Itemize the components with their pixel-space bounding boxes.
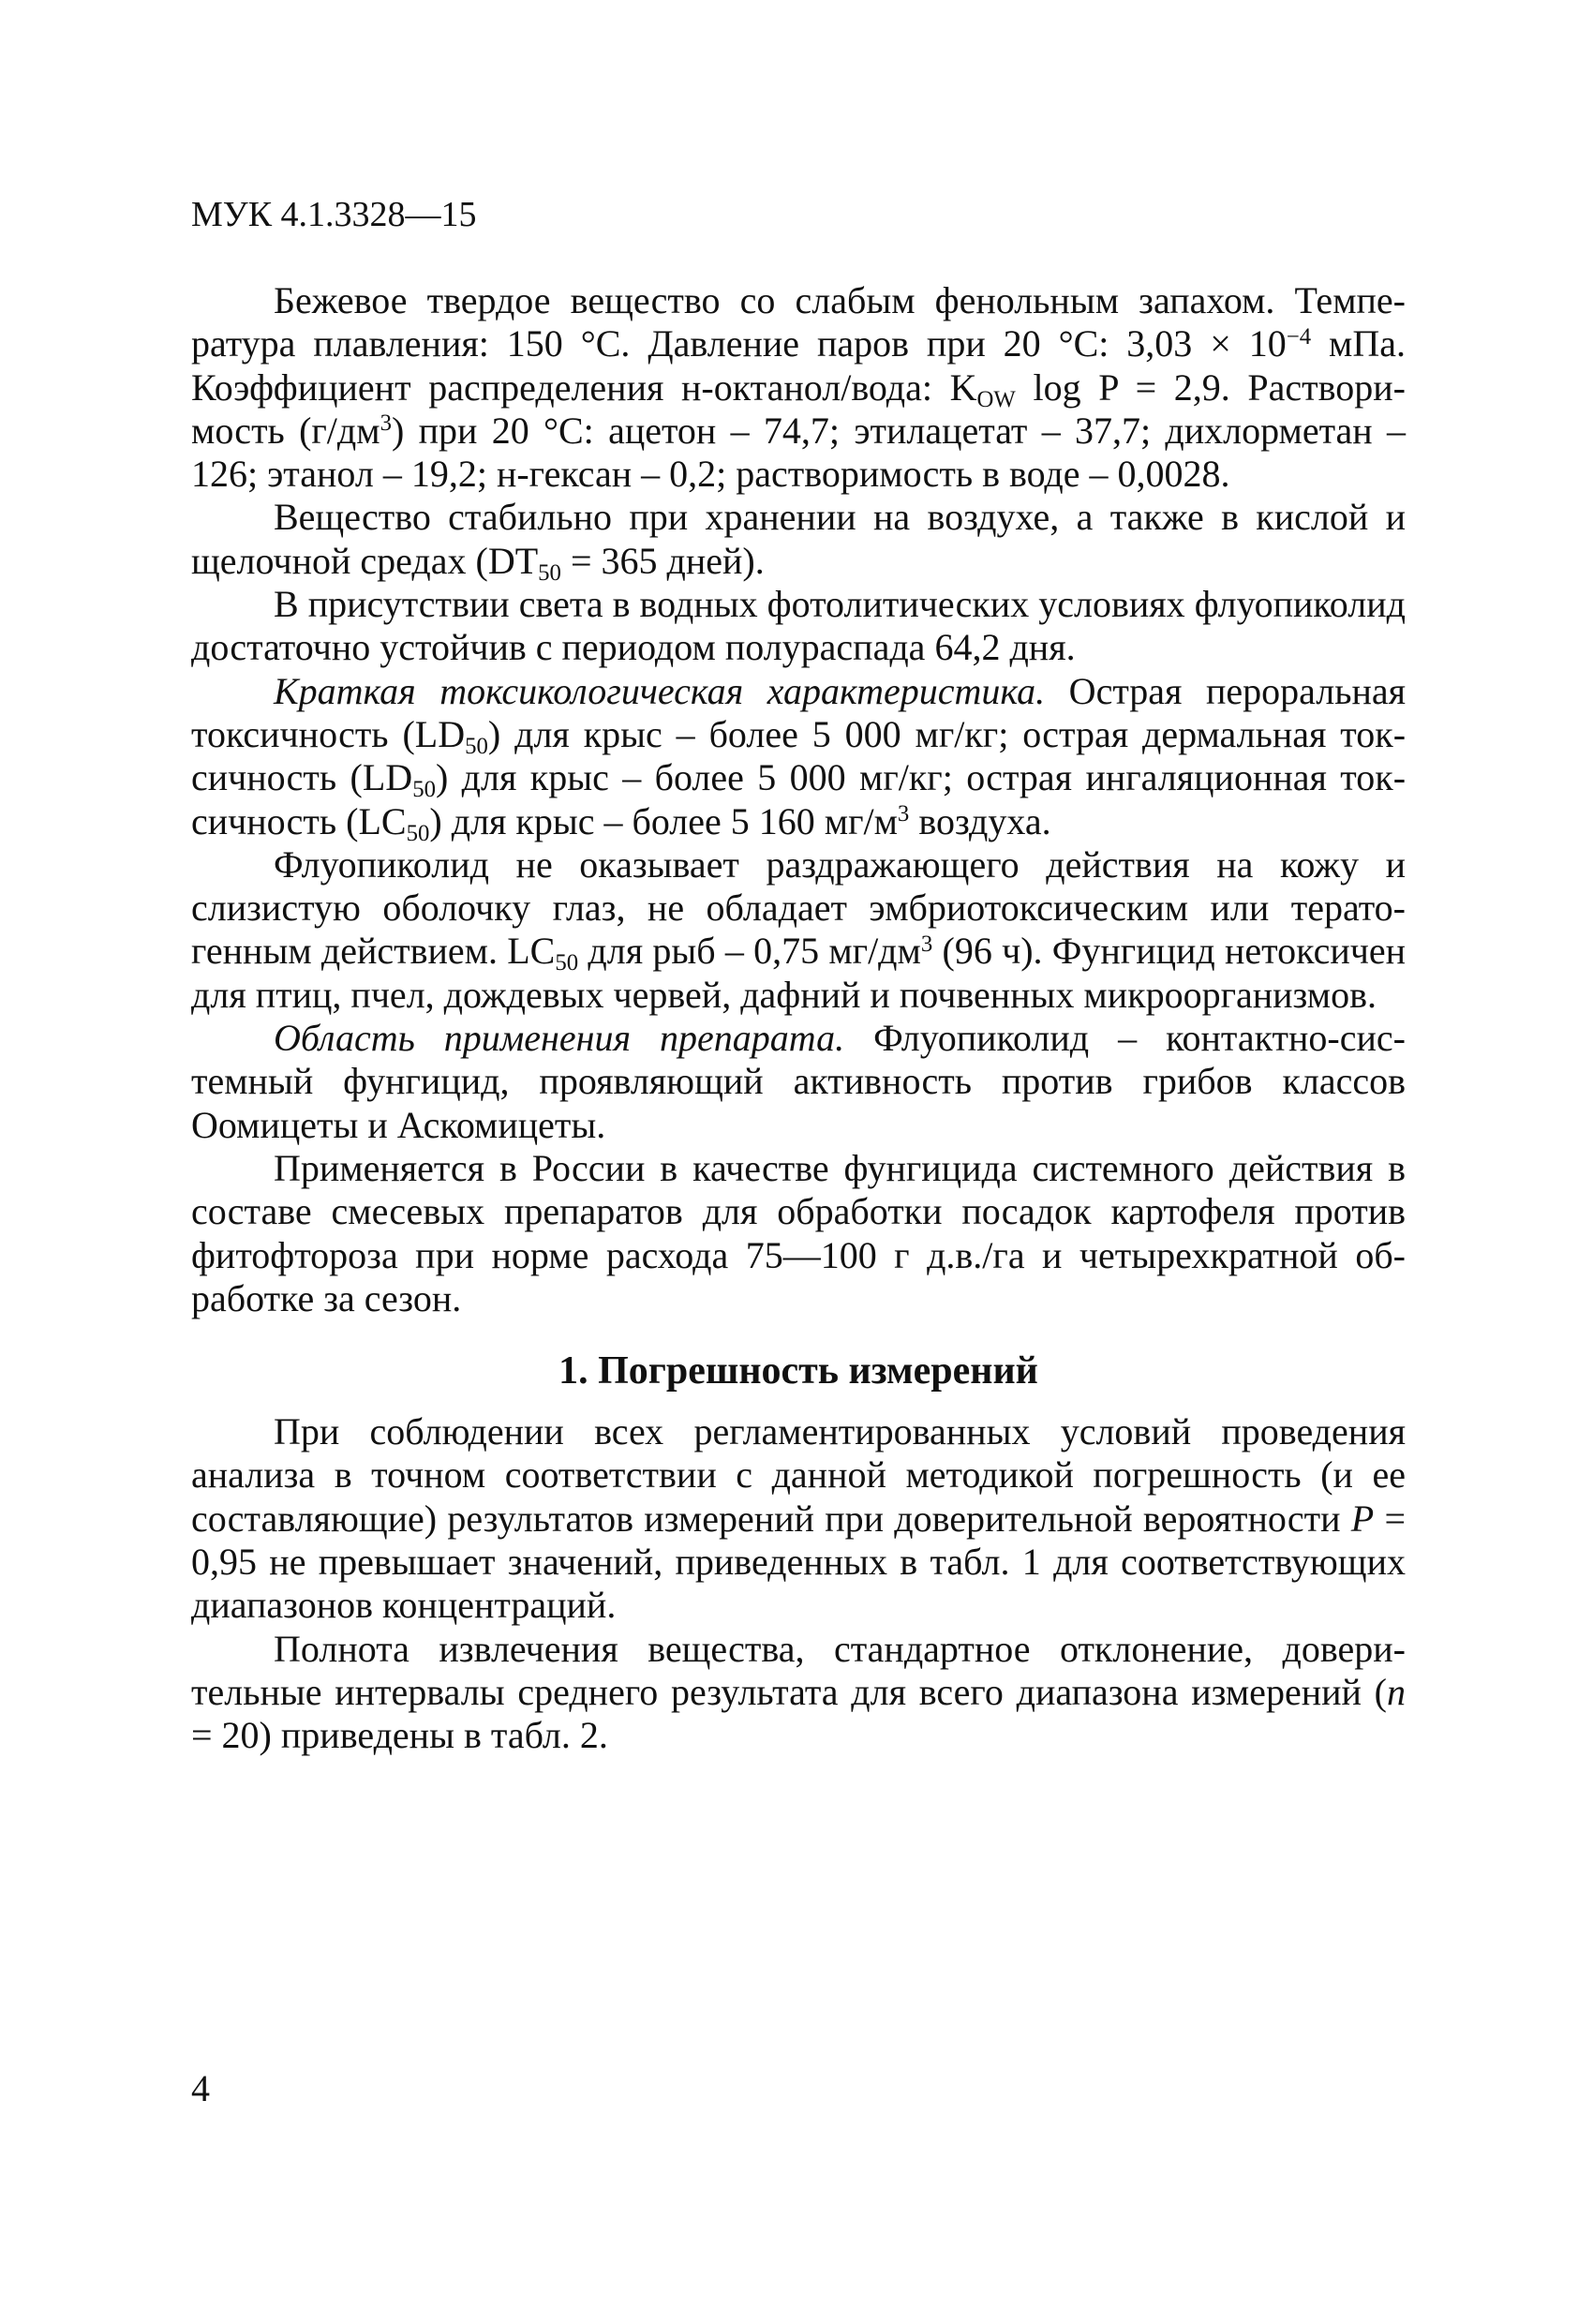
italic-lead: Область применения препарата. xyxy=(274,1017,845,1060)
italic-lead: Краткая токсикологическая характеристика. xyxy=(274,669,1046,712)
paragraph-photolysis: В присутствии света в водных фотолитических условиях флуопиколид достаточно устойчив с периодом полураспада 64,2 дня. xyxy=(191,583,1406,669)
section-heading: 1. Погрешность измерений xyxy=(558,1349,1038,1393)
subscript: 50 xyxy=(412,777,436,803)
page-number: 4 xyxy=(191,2067,210,2109)
paragraph-usage-russia: Применяется в России в качестве фунгицида системного действия в составе смесевых препаратов для обработки посадок картофеля против фитофтороза при норме расхода 75—100 г д.в./га и четырехкратной обработке за сезон. xyxy=(191,1146,1406,1319)
text-run: Вещество стабильно при хранении на воздухе, а также в кислой и щелочной средах (DT xyxy=(191,496,1406,582)
text-run: мПа. Коэффициент распределения н-октанол/вода: K xyxy=(191,322,1407,409)
text-run: ) для крыс – более 5 160 мг/м xyxy=(429,799,898,842)
text-run: воздуха. xyxy=(909,799,1051,842)
text-run: Флуопиколид – контактно-системный фунгицид, проявляющий активность против грибов классов Оомицеты и Аскомицеты. xyxy=(191,1017,1406,1146)
text-run: Острая пероральная токсичность (LD xyxy=(191,669,1406,755)
text-run: ) при 20 °С: ацетон – 74,7; этилацетат – 37,7; дихлорметан – 126; этанол – 19,2; н-гексан – 0,2; растворимость в воде – 0,0028. xyxy=(191,409,1406,496)
text-run: log P = 2,9. Растворимость (г/дм xyxy=(191,365,1406,452)
text-run: Бежевое твердое вещество со слабым фенольным запахом. Температура плавления: 150 °С. Давление паров при 20 °С: 3,03 × 10 xyxy=(191,279,1406,365)
superscript: 3 xyxy=(380,410,392,437)
text-run: ) для крыс – более 5 000 мг/кг; острая дермальная токсичность (LD xyxy=(191,712,1407,799)
paragraph-irritation xyxy=(191,843,1406,1017)
italic-variable: P xyxy=(1350,1497,1375,1540)
superscript: −4 xyxy=(1286,323,1312,350)
subscript: 50 xyxy=(465,733,488,759)
text-run: Полнота извлечения вещества, стандартное отклонение, доверительные интервалы среднего результата для всего диапазона измерений ( xyxy=(191,1627,1406,1713)
text-run: При соблюдении всех регламентированных условий проведения анализа в точном соответствии с данной методикой погрешность (и ее составляющие) результатов измерений при доверительной вероятности xyxy=(191,1410,1406,1540)
text-run: (96 ч). Фунгицид нетоксичен для птиц, пчел, дождевых червей, дафний и почвенных микроорганизмов. xyxy=(191,930,1407,1016)
paragraph-properties xyxy=(191,279,1406,496)
subscript: 50 xyxy=(538,559,561,586)
paragraph-measurement-error xyxy=(191,1410,1406,1627)
text-run: = 0,95 не превышает значений, приведенных в табл. 1 для соответствующих диапазонов концентраций. xyxy=(191,1497,1406,1627)
paragraph-application-area xyxy=(191,1017,1406,1147)
text-run: для рыб – 0,75 мг/дм xyxy=(578,930,921,973)
text-run: = 365 дней). xyxy=(560,539,765,582)
subscript: OW xyxy=(976,386,1016,412)
subscript: 50 xyxy=(406,820,430,846)
document-code-header: МУК 4.1.3328—15 xyxy=(191,195,477,234)
text-run: ) для крыс – более 5 000 мг/кг; острая ингаляционная токсичность (LC xyxy=(191,756,1407,842)
paragraph-recovery xyxy=(191,1628,1406,1758)
superscript: 3 xyxy=(897,800,910,827)
superscript: 3 xyxy=(920,931,933,957)
text-run: Флуопиколид не оказывает раздражающего действия на кожу и слизистую оболочку глаз, не обладает эмбриотоксическим или тератогенным действием. LC xyxy=(191,842,1406,973)
page-content xyxy=(191,279,1406,1758)
paragraph-toxicology xyxy=(191,669,1407,846)
subscript: 50 xyxy=(555,950,579,976)
italic-variable: n xyxy=(1387,1670,1406,1713)
text-run: = 20) приведены в табл. 2. xyxy=(191,1714,608,1757)
paragraph-stability xyxy=(191,496,1406,586)
